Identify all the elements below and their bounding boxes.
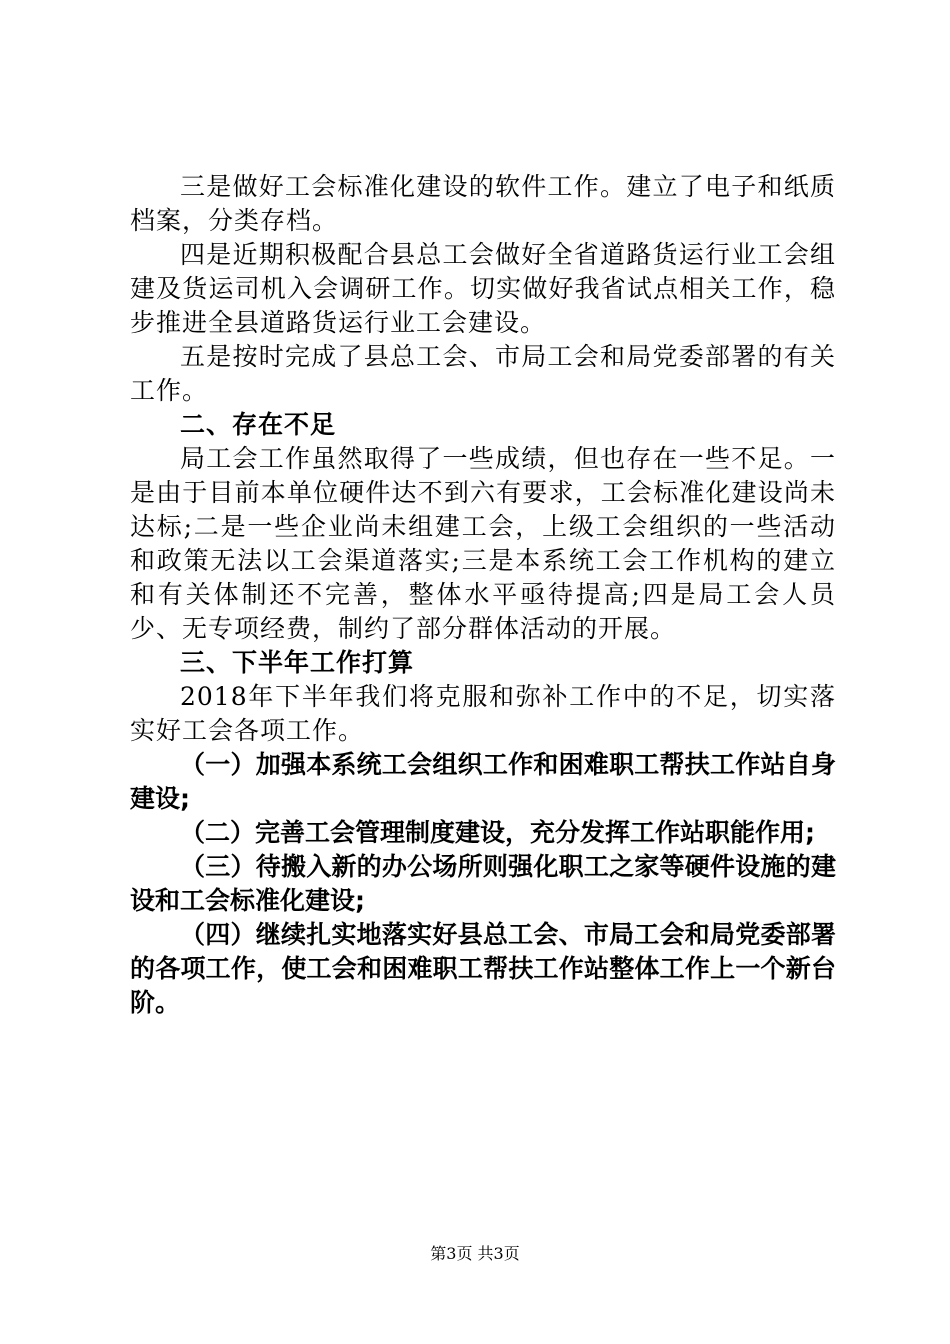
paragraph-shortcomings: 局工会工作虽然取得了一些成绩，但也存在一些不足。一是由于目前本单位硬件达不到六有要求，工会标准化建设尚未达标;二是一些企业尚未组建工会，上级工会组织的一些活动和政策无法以工会渠道落实;三是本系统工会工作机构的建立和有关体制还不完善，整体水平亟待提高;四是局工会人员少、无专项经费，制约了部分群体活动的开展。 [130,444,836,643]
section-heading-plans: 三、下半年工作打算 [180,648,415,677]
paragraph-plans-intro: 2018年下半年我们将克服和弥补工作中的不足，切实落实好工会各项工作。 [130,682,836,745]
plan-item-1: （一）加强本系统工会组织工作和困难职工帮扶工作站自身建设; [130,750,836,813]
plan-item-4: （四）继续扎实地落实好县总工会、市局工会和局党委部署的各项工作，使工会和困难职工帮扶工作站整体工作上一个新台阶。 [130,920,836,1017]
paragraph-software-work: 三是做好工会标准化建设的软件工作。建立了电子和纸质档案，分类存档。 [130,172,836,235]
document-body [130,170,836,1020]
plan-item-3: （三）待搬入新的办公场所则强化职工之家等硬件设施的建设和工会标准化建设; [130,852,836,915]
plan-item-2: （二）完善工会管理制度建设，充分发挥工作站职能作用; [180,818,815,847]
page-footer: 第3页 共3页 [430,1244,520,1263]
paragraph-completed-tasks: 五是按时完成了县总工会、市局工会和局党委部署的有关工作。 [130,342,836,405]
paragraph-freight-union: 四是近期积极配合县总工会做好全省道路货运行业工会组建及货运司机入会调研工作。切实做好我省试点相关工作，稳步推进全县道路货运行业工会建设。 [130,240,836,337]
section-heading-shortcomings: 二、存在不足 [180,410,337,439]
